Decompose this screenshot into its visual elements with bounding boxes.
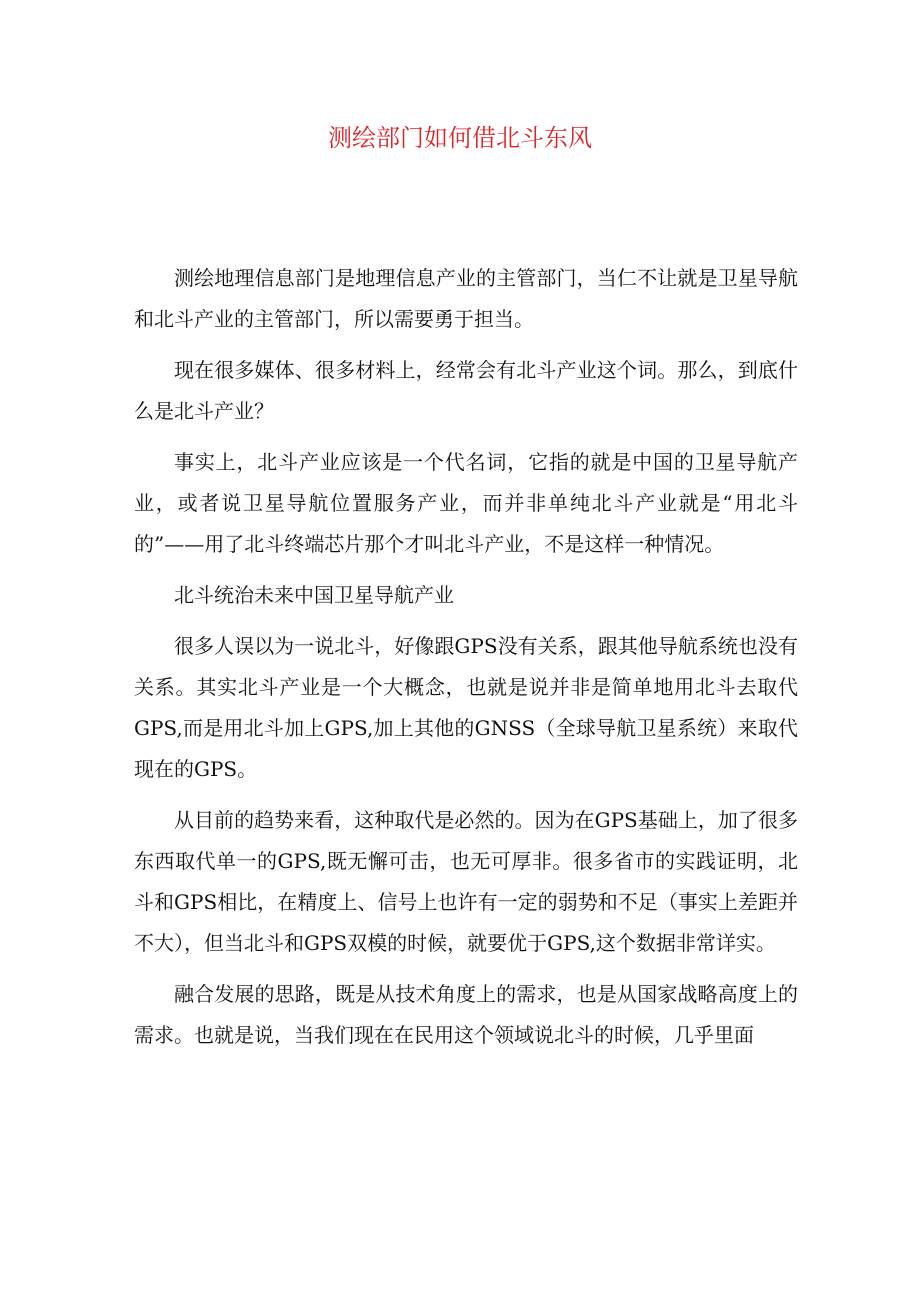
paragraph-4: 很多人误以为一说北斗，好像跟GPS没有关系，跟其他导航系统也没有关系。其实北斗产业是一个大概念，也就是说并非是简单地用北斗去取代GPS,而是用北斗加上GPS,加上其他的GNSS（全球导航卫星系统）来取代现在的GPS。 bbox=[134, 634, 798, 781]
paragraph-2: 现在很多媒体、很多材料上，经常会有北斗产业这个词。那么，到底什么是北斗产业？ bbox=[134, 358, 798, 423]
document-body bbox=[134, 258, 798, 1066]
section-heading: 北斗统治未来中国卫星导航产业 bbox=[174, 583, 454, 607]
paragraph-6: 融合发展的思路，既是从技术角度上的需求，也是从国家战略高度上的需求。也就是说，当我们现在在民用这个领域说北斗的时候，几乎里面 bbox=[134, 982, 798, 1047]
paragraph-5: 从目前的趋势来看，这种取代是必然的。因为在GPS基础上，加了很多东西取代单一的GPS,既无懈可击，也无可厚非。很多省市的实践证明，北斗和GPS相比，在精度上、信号上也许有一定的弱势和不足（事实上差距并不大），但当北斗和GPS双模的时候，就要优于GPS,这个数据非常详实。 bbox=[134, 808, 798, 955]
paragraph-3: 事实上，北斗产业应该是一个代名词，它指的就是中国的卫星导航产业，或者说卫星导航位置服务产业，而并非单纯北斗产业就是“用北斗的”——用了北斗终端芯片那个才叫北斗产业，不是这样一种情况。 bbox=[134, 450, 798, 556]
paragraph-1: 测绘地理信息部门是地理信息产业的主管部门，当仁不让就是卫星导航和北斗产业的主管部门，所以需要勇于担当。 bbox=[134, 266, 798, 331]
document-title: 测绘部门如何借北斗东风 bbox=[328, 124, 592, 152]
